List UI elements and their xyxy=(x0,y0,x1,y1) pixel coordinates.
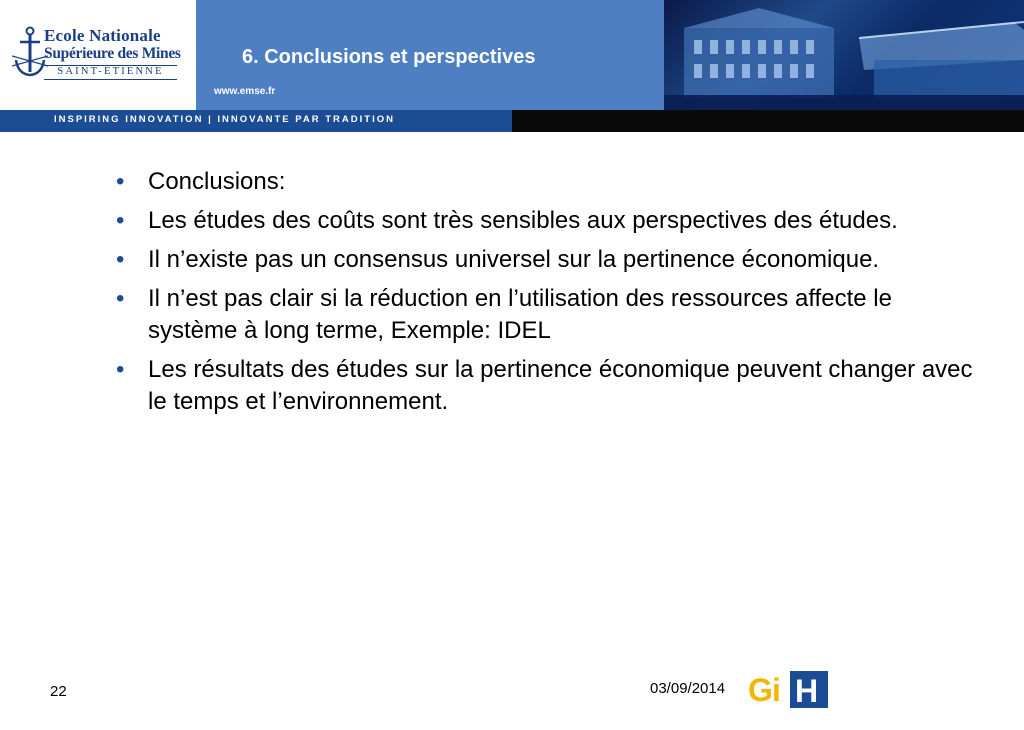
bullet-item xyxy=(116,166,986,198)
logo-line-2: Supérieure des Mines xyxy=(44,45,181,62)
bullet-marker: • xyxy=(116,246,125,273)
bullet-text: Les résultats des études sur la pertinence économique peuvent changer avec le temps et l’environnement. xyxy=(148,356,973,415)
bullet-marker: • xyxy=(116,168,125,195)
slide-header xyxy=(0,0,1024,110)
svg-text:i: i xyxy=(772,672,781,708)
bullet-item xyxy=(116,283,986,347)
bullet-marker: • xyxy=(116,207,125,234)
slide-title: 6. Conclusions et perspectives xyxy=(242,46,536,68)
title-band xyxy=(196,0,664,110)
bullet-list xyxy=(116,166,986,425)
gih-logo xyxy=(746,668,830,710)
bullet-text: Les études des coûts sont très sensibles aux perspectives des études. xyxy=(148,207,898,234)
website-url: www.emse.fr xyxy=(214,86,276,97)
bullet-item xyxy=(116,244,986,276)
svg-text:H: H xyxy=(795,673,819,709)
logo-rule-bottom xyxy=(44,79,177,80)
bullet-item xyxy=(116,354,986,418)
tagline-band-dark xyxy=(512,110,1024,132)
bullet-text: Il n’est pas clair si la réduction en l’utilisation des ressources affecte le système à long terme, Exemple: IDEL xyxy=(148,285,892,344)
bullet-text: Conclusions: xyxy=(148,168,286,195)
campus-buildings-image xyxy=(664,0,1024,110)
bullet-marker: • xyxy=(116,356,125,383)
bullet-item xyxy=(116,205,986,237)
page-number: 22 xyxy=(50,683,67,700)
svg-text:G: G xyxy=(748,672,773,708)
bullet-text: Il n’existe pas un consensus universel sur la pertinence économique. xyxy=(148,246,880,273)
anchor-emblem-icon xyxy=(12,26,48,80)
logo-line-1: Ecole Nationale xyxy=(44,26,161,45)
tagline: INSPIRING INNOVATION | INNOVANTE PAR TRADITION xyxy=(54,114,395,125)
slide-date: 03/09/2014 xyxy=(650,680,726,697)
logo-line-3: SAINT-ETIENNE xyxy=(57,66,164,77)
bullet-marker: • xyxy=(116,285,125,312)
campus-photo xyxy=(664,0,1024,110)
school-logo xyxy=(0,0,196,110)
